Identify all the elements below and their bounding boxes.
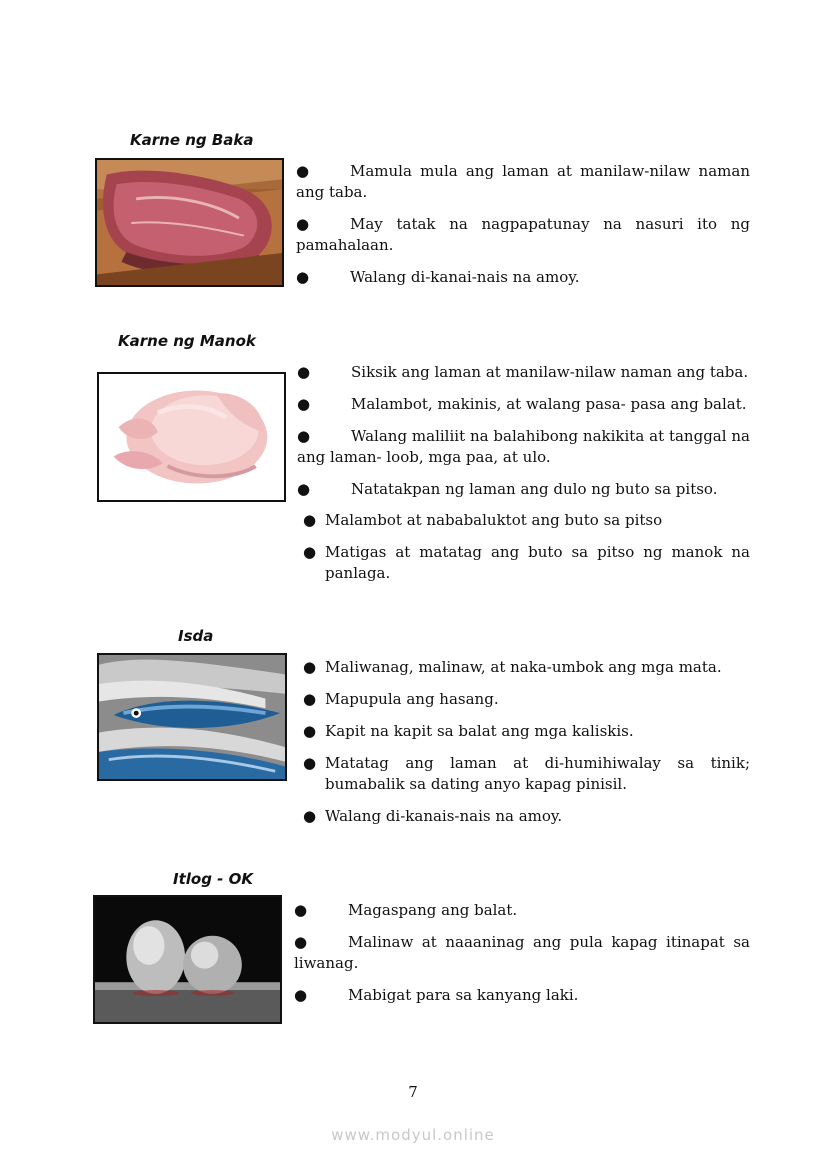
- fish-photo: [97, 653, 287, 781]
- section-title-chicken: Karne ng Manok: [118, 332, 256, 350]
- list-item: ● Walang di-kanais-nais na amoy.: [303, 807, 563, 825]
- beef-icon: [97, 160, 282, 285]
- chicken-bone-criteria-list: [299, 510, 750, 595]
- chicken-icon: [99, 374, 284, 500]
- eggs-icon: [95, 897, 280, 1022]
- list-item: ● Matatag ang laman at di-humihiwalay sa tinik; bumabalik sa dating anyo kapag pinisil.: [303, 754, 750, 793]
- section-title-beef: Karne ng Baka: [130, 131, 254, 149]
- list-item: ● Malinaw at naaaninag ang pula kapag itinapat sa liwanag.: [294, 933, 750, 972]
- section-title-fish: Isda: [178, 627, 214, 645]
- chicken-criteria-list: [297, 362, 750, 511]
- list-item: ● Maliwanag, malinaw, at naka-umbok ang mga mata.: [303, 658, 722, 676]
- list-item: ● May tatak na nagpapatunay na nasuri ito ng pamahalaan.: [296, 215, 750, 254]
- list-item: ● Siksik ang laman at manilaw-nilaw naman ang taba.: [297, 363, 749, 381]
- list-item: ● Magaspang ang balat.: [294, 901, 518, 919]
- list-item: ● Malambot, makinis, at walang pasa- pasa ang balat.: [297, 395, 747, 413]
- beef-criteria-list: [296, 161, 750, 299]
- eggs-photo: [93, 895, 282, 1024]
- page-number: 7: [408, 1083, 418, 1101]
- list-item: ● Mamula mula ang laman at manilaw-nilaw naman ang taba.: [296, 162, 750, 201]
- section-title-eggs: Itlog - OK: [173, 870, 253, 888]
- list-item: ● Kapit na kapit sa balat ang mga kaliskis.: [303, 722, 634, 740]
- fish-icon: [99, 655, 285, 779]
- beef-photo: [95, 158, 284, 287]
- list-item: ● Malambot at nababaluktot ang buto sa pitso: [303, 511, 663, 529]
- chicken-photo: [97, 372, 286, 502]
- list-item: ● Natatakpan ng laman ang dulo ng buto sa pitso.: [297, 480, 718, 498]
- list-item: ● Mapupula ang hasang.: [303, 690, 499, 708]
- watermark: www.modyul.online: [331, 1126, 495, 1144]
- fish-criteria-list: [299, 657, 750, 838]
- eggs-criteria-list: [294, 900, 750, 1017]
- list-item: ● Walang maliliit na balahibong nakikita at tanggal na ang laman- loob, mga paa, at ulo.: [297, 427, 750, 466]
- list-item: ● Walang di-kanai-nais na amoy.: [296, 268, 580, 286]
- list-item: ● Mabigat para sa kanyang laki.: [294, 986, 579, 1004]
- list-item: ● Matigas at matatag ang buto sa pitso ng manok na panlaga.: [303, 543, 750, 582]
